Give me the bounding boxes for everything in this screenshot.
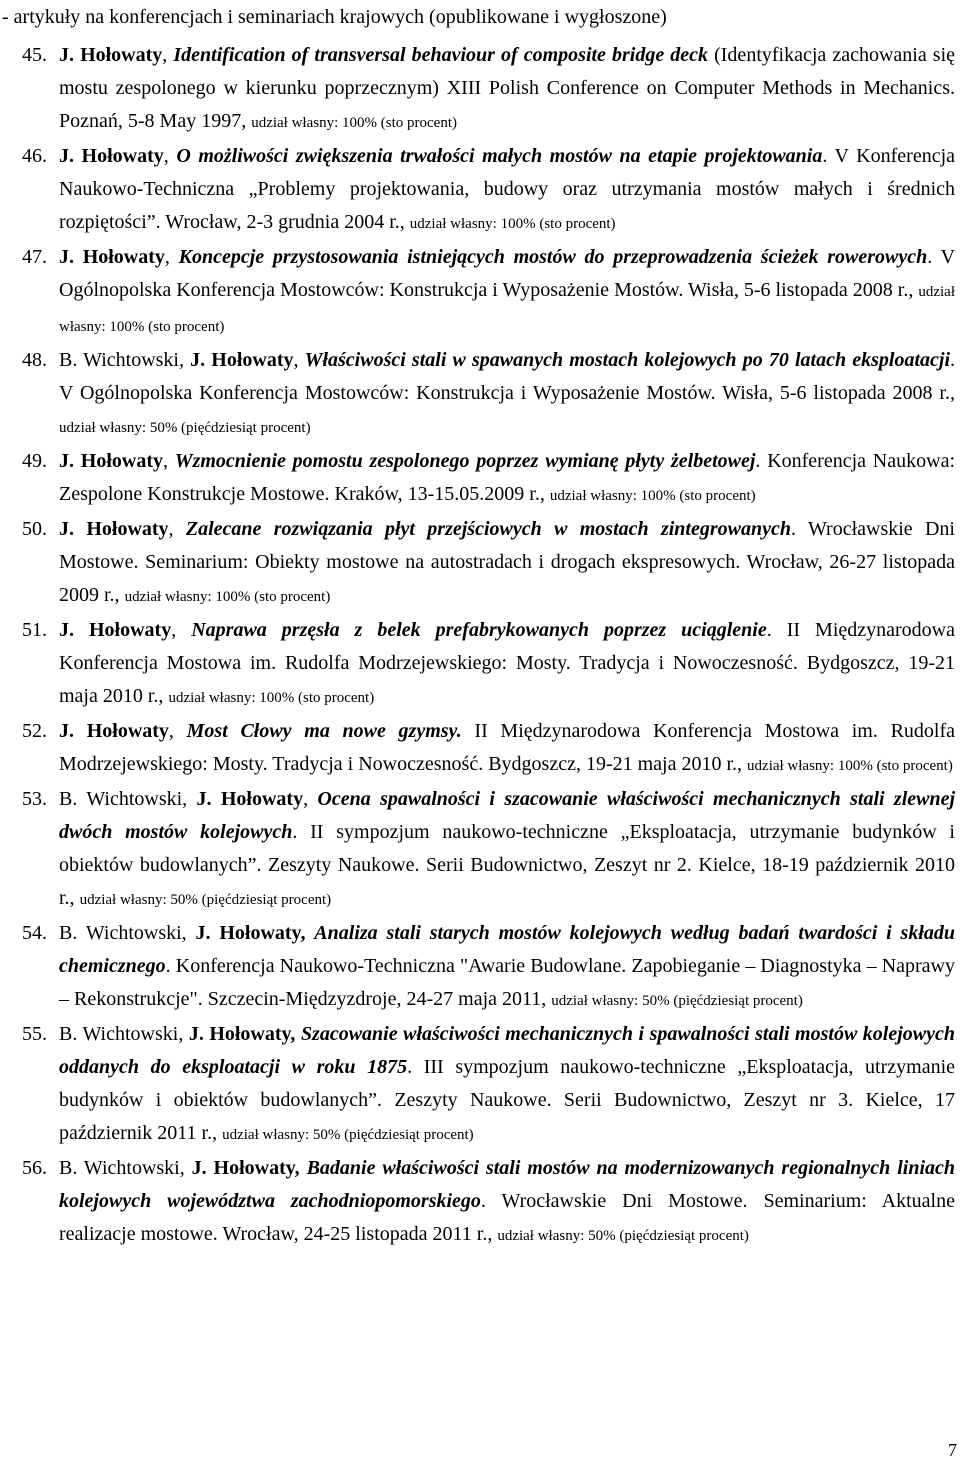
publication-entry xyxy=(22,1152,955,1253)
entry-title: Most Cłowy ma nowe gzymsy. xyxy=(186,720,462,742)
entry-details: . II Międzynarodowa Konferencja Mostowa im. Rudolfa Modrzejewskiego: Mosty. Tradycja i Nowoczesność. Bydgoszcz, 19-21 maja 2010 r., xyxy=(59,619,955,707)
section-heading: - artykuły na konferencjach i seminariach krajowych (opublikowane i wygłoszone) xyxy=(2,6,667,28)
publication-entry xyxy=(22,715,955,783)
entry-details: . Wrocławskie Dni Mostowe. Seminarium: Aktualne realizacje mostowe. Wrocław, 24-25 listopada 2011 r., xyxy=(59,1190,955,1245)
entry-share: udział własny: 100% (sto procent) xyxy=(549,488,756,504)
entry-co-authors: B. Wichtowski, xyxy=(59,788,197,810)
entry-title: Szacowanie właściwości mechanicznych i spawalności stali mostów kolejowych oddanych do eksploatacji w roku 1875 xyxy=(59,1023,955,1078)
publication-list xyxy=(22,39,955,1253)
publication-entry xyxy=(22,140,955,241)
entry-author: J. Hołowaty, xyxy=(188,1023,296,1045)
entry-details: . II sympozjum naukowo-techniczne „Eksploatacja, utrzymanie budynków i obiektów budowlanych”. Zeszyty Naukowe. Serii Budownictwo, Zeszyt nr 2. Kielce, 18-19 październik 2010 r., xyxy=(59,821,955,909)
entry-details: II Międzynarodowa Konferencja Mostowa im. Rudolfa Modrzejewskiego: Mosty. Tradycja i Nowoczesność. Bydgoszcz, 19-21 maja 2010 r., xyxy=(59,720,955,775)
entry-author: J. Hołowaty xyxy=(59,145,164,167)
entry-author-separator xyxy=(300,1157,307,1179)
entry-author-separator: , xyxy=(162,44,174,66)
entry-title: Ocena spawalności i szacowanie właściwości mechanicznych stali zlewnej dwóch mostów kolejowych xyxy=(59,788,956,843)
entry-number: 54. xyxy=(22,922,47,944)
entry-number: 48. xyxy=(22,349,47,371)
entry-number: 53. xyxy=(22,788,47,810)
entry-details: . III sympozjum naukowo-techniczne „Eksploatacja, utrzymanie budynków i obiektów budowlanych”. Zeszyty Naukowe. Serii Budownictwo, Zeszyt nr 3. Kielce, 17 październik 2011 r., xyxy=(59,1056,955,1144)
publication-entry xyxy=(22,1018,955,1152)
entry-author: J. Hołowaty xyxy=(196,788,304,810)
entry-author: J. Hołowaty, xyxy=(191,1157,300,1179)
entry-title: Właściwości stali w spawanych mostach kolejowych po 70 latach eksploatacji xyxy=(304,349,951,371)
entry-share: udział własny: 50% (pięćdziesiąt procent) xyxy=(497,1228,749,1244)
entry-share: udział własny: 100% (sto procent) xyxy=(59,284,955,335)
entry-author-separator: , xyxy=(168,720,187,742)
entry-title: O możliwości zwiększenia trwałości małych mostów na etapie projektowania xyxy=(176,145,823,167)
entry-details: . V Ogólnopolska Konferencja Mostowców: Konstrukcja i Wyposażenie Mostów. Wisła, 5-6 listopada 2008 r., xyxy=(59,246,956,301)
entry-author-separator: , xyxy=(163,145,177,167)
publication-entry xyxy=(22,783,955,917)
entry-share: udział własny: 50% (pięćdziesiąt procent) xyxy=(79,892,332,908)
entry-number: 52. xyxy=(22,720,47,742)
entry-author: J. Hołowaty xyxy=(59,619,172,641)
entry-author-separator: , xyxy=(163,450,175,472)
entry-author: J. Hołowaty xyxy=(190,349,294,371)
entry-share: udział własny: 50% (pięćdziesiąt procent) xyxy=(59,420,311,436)
entry-title: Badanie właściwości stali mostów na modernizowanych regionalnych liniach kolejowych województwa zachodniopomorskiego xyxy=(59,1157,955,1212)
publication-entry xyxy=(22,39,955,140)
entry-number: 45. xyxy=(22,44,47,66)
publication-entry xyxy=(22,513,955,614)
entry-author: J. Hołowaty, xyxy=(195,922,306,944)
publication-entry xyxy=(22,241,955,344)
entry-title: Wzmocnienie pomostu zespolonego poprzez wymianę płyty żelbetowej xyxy=(174,450,756,472)
page-number: 7 xyxy=(948,1440,957,1460)
entry-title: Koncepcje przystosowania istniejących mostów do przeprowadzenia ścieżek rowerowych xyxy=(178,246,928,268)
entry-author: J. Hołowaty xyxy=(59,246,165,268)
entry-author: J. Hołowaty xyxy=(59,450,163,472)
entry-co-authors: B. Wichtowski, xyxy=(59,922,196,944)
entry-author-separator xyxy=(305,922,314,944)
entry-details: . V Ogólnopolska Konferencja Mostowców: Konstrukcja i Wyposażenie Mostów. Wisła, 5-6 listopada 2008 r., xyxy=(59,349,956,404)
entry-details: (Identyfikacja zachowania się mostu zespolonego w kierunku poprzecznym) XIII Polish Conference on Computer Methods in Mechanics. Poznań, 5-8 May 1997, xyxy=(59,44,956,132)
entry-details: . Konferencja Naukowa: Zespolone Konstrukcje Mostowe. Kraków, 13-15.05.2009 r., xyxy=(59,450,956,505)
entry-co-authors: B. Wichtowski, xyxy=(59,349,191,371)
entry-author: J. Hołowaty xyxy=(59,720,169,742)
entry-share: udział własny: 100% (sto procent) xyxy=(124,589,331,605)
entry-details: . Konferencja Naukowo-Techniczna "Awarie Budowlane. Zapobieganie – Diagnostyka – Naprawy – Rekonstrukcje". Szczecin-Międzyzdroje, 24-27 maja 2011, xyxy=(59,955,955,1010)
entry-number: 46. xyxy=(22,145,47,167)
entry-author: J. Hołowaty xyxy=(59,518,169,540)
entry-title: Analiza stali starych mostów kolejowych według badań twardości i składu chemicznego xyxy=(59,922,955,977)
entry-co-authors: B. Wichtowski, xyxy=(59,1157,192,1179)
entry-author-separator: , xyxy=(168,518,186,540)
entry-share: udział własny: 100% (sto procent) xyxy=(409,216,616,232)
publication-entry xyxy=(22,614,955,715)
entry-number: 50. xyxy=(22,518,47,540)
entry-number: 47. xyxy=(22,246,47,268)
entry-number: 55. xyxy=(22,1023,47,1045)
entry-share: udział własny: 50% (pięćdziesiąt procent) xyxy=(551,993,803,1009)
publication-entry xyxy=(22,445,955,513)
entry-number: 56. xyxy=(22,1157,47,1179)
entry-author-separator: , xyxy=(171,619,192,641)
entry-author-separator: , xyxy=(164,246,179,268)
publication-entry xyxy=(22,344,955,445)
entry-share: udział własny: 100% (sto procent) xyxy=(168,690,375,706)
entry-number: 49. xyxy=(22,450,47,472)
entry-details: . V Konferencja Naukowo-Techniczna „Problemy projektowania, budowy oraz utrzymania mostów małych i średnich rozpiętości”. Wrocław, 2-3 grudnia 2004 r., xyxy=(59,145,956,233)
entry-title: Zalecane rozwiązania płyt przejściowych w mostach zintegrowanych xyxy=(185,518,791,540)
entry-author-separator: , xyxy=(293,349,305,371)
entry-number: 51. xyxy=(22,619,47,641)
entry-details: . Wrocławskie Dni Mostowe. Seminarium: Obiekty mostowe na autostradach i drogach ekspresowych. Wrocław, 26-27 listopada 2009 r., xyxy=(59,518,955,606)
entry-share: udział własny: 50% (pięćdziesiąt procent) xyxy=(222,1127,474,1143)
entry-author-separator: , xyxy=(303,788,318,810)
entry-title: Identification of transversal behaviour of composite bridge deck xyxy=(173,44,709,66)
entry-author: J. Hołowaty xyxy=(59,44,163,66)
publication-entry xyxy=(22,917,955,1018)
entry-co-authors: B. Wichtowski, xyxy=(59,1023,189,1045)
entry-share: udział własny: 100% (sto procent) xyxy=(251,115,457,131)
entry-title: Naprawa przęsła z belek prefabrykowanych poprzez uciąglenie xyxy=(191,619,767,641)
entry-share: udział własny: 100% (sto procent) xyxy=(747,758,953,774)
